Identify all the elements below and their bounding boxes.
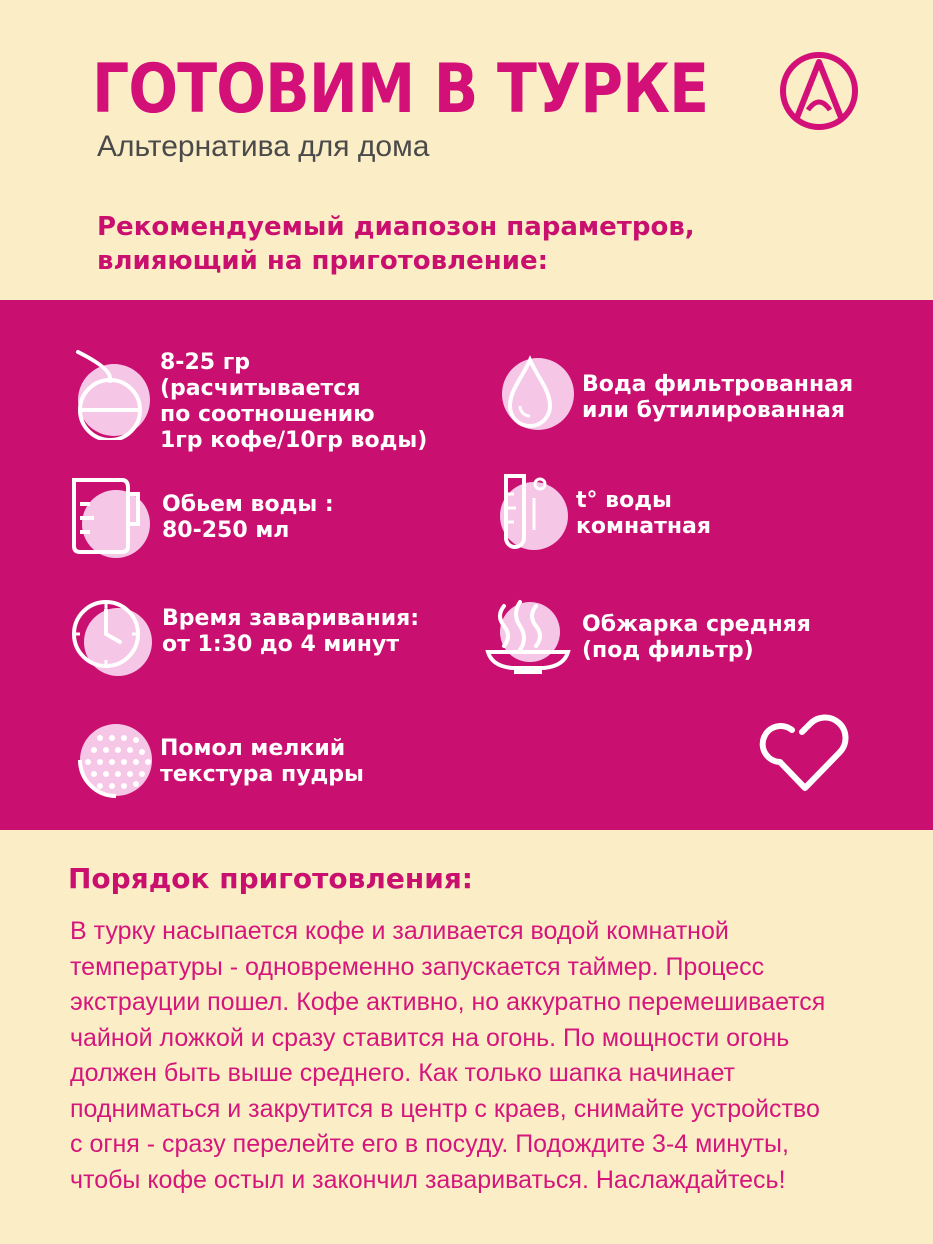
water-drop-icon bbox=[492, 348, 584, 440]
page-subtitle: Альтернатива для дома bbox=[97, 130, 430, 163]
param-water-text: Вода фильтрованная или бутилированная bbox=[582, 372, 854, 423]
params-heading bbox=[97, 210, 695, 278]
params-heading-line-1: Рекомендуемый диапозон параметров, bbox=[97, 212, 695, 242]
order-line: чайной ложкой и сразу ставится на огонь. По мощности огонь bbox=[70, 1023, 790, 1052]
scoop-icon bbox=[70, 348, 162, 440]
grind-powder-icon bbox=[70, 718, 162, 810]
thermometer-icon bbox=[490, 470, 582, 562]
param-volume-text: Обьем воды : 80-250 мл bbox=[162, 492, 334, 543]
param-grind-text: Помол мелкий текстура пудры bbox=[160, 736, 364, 787]
circle-a-logo-icon bbox=[778, 50, 860, 132]
page-title: ГОТОВИМ В ТУРКЕ bbox=[92, 50, 709, 129]
steaming-bowl-icon bbox=[484, 596, 576, 688]
order-instructions bbox=[70, 914, 910, 1198]
order-line: подниматься и закрутится в центр с краев, снимайте устройство bbox=[70, 1094, 820, 1123]
clock-icon bbox=[66, 596, 158, 688]
parameters-band bbox=[0, 300, 933, 830]
param-time-text: Время заваривания: от 1:30 до 4 минут bbox=[162, 606, 420, 657]
order-line: В турку насыпается кофе и заливается водой комнатной bbox=[70, 917, 729, 945]
order-line: экстрауции пошел. Кофе активно, но аккуратно перемешивается bbox=[70, 988, 826, 1016]
order-line: чтобы кофе остыл и закончил завариваться. Наслаждайтесь! bbox=[70, 1165, 786, 1194]
order-line: температуры - одновременно запускается таймер. Процесс bbox=[70, 952, 765, 981]
param-temperature-text: t° воды комнатная bbox=[576, 488, 711, 539]
params-heading-line-2: влияющий на приготовление: bbox=[97, 246, 548, 276]
order-line: с огня - сразу перелейте его в посуду. Подождите 3-4 минуты, bbox=[70, 1130, 789, 1158]
heart-outline-icon bbox=[758, 710, 852, 794]
param-roast-text: Обжарка средняя (под фильтр) bbox=[582, 612, 811, 663]
order-heading: Порядок приготовления: bbox=[68, 862, 473, 895]
measuring-cup-icon bbox=[66, 474, 158, 566]
param-dose-text: 8-25 гр (расчитывается по соотношению 1гр кофе/10гр воды) bbox=[160, 350, 428, 453]
order-line: должен быть выше среднего. Как только шапка начинает bbox=[70, 1059, 735, 1087]
